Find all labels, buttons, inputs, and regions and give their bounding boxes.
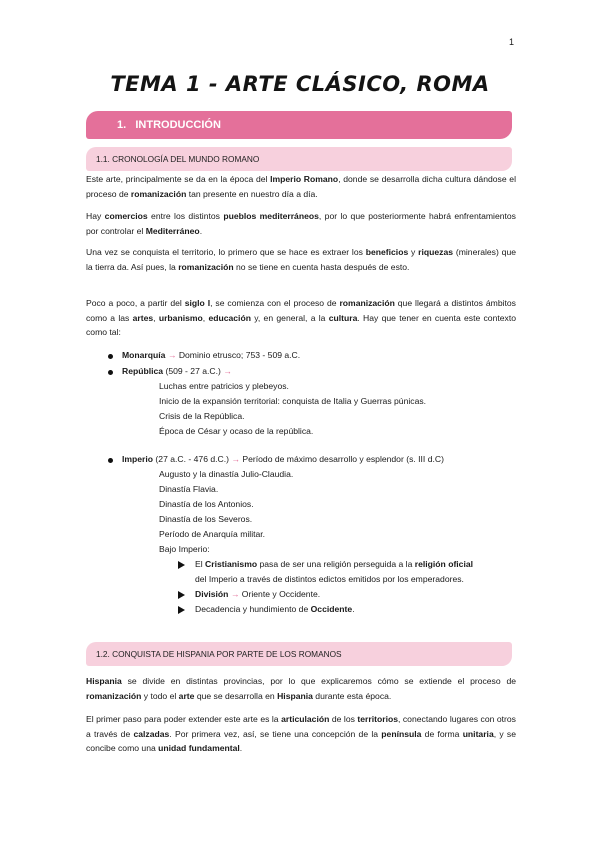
paragraph-6: El primer paso para poder extender este arte es la articulación de los territorios, conectando lugares con otros a través de calzadas. Por primera vez, así, se tiene una concepción de la península de forma unitaria, y se concibe como una unidad fundamental. xyxy=(86,714,516,754)
subsection-heading-cronologia xyxy=(86,147,512,171)
imperio-item: Dinastía Flavia. xyxy=(159,484,219,494)
list-item-monarquia: Monarquía → Dominio etrusco; 753 - 509 a.C. xyxy=(122,350,301,360)
republica-item: Época de César y ocaso de la república. xyxy=(159,426,314,436)
subsection-number: 1.1. xyxy=(96,154,110,164)
arrow-icon: → xyxy=(223,366,232,376)
paragraph-1: Este arte, principalmente se da en la época del Imperio Romano, donde se desarrolla dicha cultura dándose el proceso de romanización tan presente en nuestro día a día. xyxy=(86,174,516,199)
subsection-heading-hispania xyxy=(86,642,512,666)
republica-item: Inicio de la expansión territorial: conquista de Italia y Guerras púnicas. xyxy=(159,396,427,406)
bullet-icon xyxy=(108,370,113,375)
paragraph-3: Una vez se conquista el territorio, lo primero que se hace es extraer los beneficios y riquezas (minerales) que la tierra da. Así pues, la romanización no se tiene en cuenta hasta después de esto. xyxy=(86,247,516,272)
page-title: TEMA 1 - ARTE CLÁSICO, ROMA xyxy=(110,72,490,96)
arrowhead-bullet-icon xyxy=(178,606,185,614)
arrow-icon: → xyxy=(230,589,240,599)
imperio-item: Dinastía de los Antonios. xyxy=(159,499,254,509)
imperio-item: Período de Anarquía militar. xyxy=(159,529,266,539)
subsection-label: CONQUISTA DE HISPANIA POR PARTE DE LOS ROMANOS xyxy=(112,649,342,659)
list-item-republica: República (509 - 27 a.C.) → xyxy=(122,366,232,376)
page-number: 1 xyxy=(508,37,514,47)
list-item-imperio: Imperio (27 a.C. - 476 d.C.) → Período de máximo desarrollo y esplendor (s. III d.C) xyxy=(122,454,444,464)
arrow-icon: → xyxy=(167,350,177,360)
arrowhead-bullet-icon xyxy=(178,591,185,599)
paragraph-4: Poco a poco, a partir del siglo I, se comienza con el proceso de romanización que llegará a distintos ámbitos como a las artes, urbanismo, educación y, en general, a la cultura. Hay que tener en cuenta este contexto como tal: xyxy=(86,298,516,338)
imperio-item: Dinastía de los Severos. xyxy=(159,514,253,524)
bajo-imperio-item: División → Oriente y Occidente. xyxy=(195,589,321,599)
section-number: 1. xyxy=(117,119,127,131)
bajo-imperio-item-cont: del Imperio a través de distintos edictos emitidos por los emperadores. xyxy=(195,574,464,584)
arrow-icon: → xyxy=(231,454,240,464)
bullet-icon xyxy=(108,354,113,359)
imperio-item: Augusto y la dinastía Julio-Claudia. xyxy=(159,469,294,479)
subsection-number: 1.2. xyxy=(96,649,110,659)
republica-item: Crisis de la República. xyxy=(159,411,245,421)
bajo-imperio-item: El Cristianismo pasa de ser una religión perseguida a la religión oficial xyxy=(195,559,474,569)
bullet-icon xyxy=(108,458,113,463)
bajo-imperio-item: Decadencia y hundimiento de Occidente. xyxy=(195,604,355,614)
section-label: INTRODUCCIÓN xyxy=(135,119,221,131)
republica-item: Luchas entre patricios y plebeyos. xyxy=(159,381,289,391)
paragraph-2: Hay comercios entre los distintos pueblos mediterráneos, por lo que posteriormente habrá enfrentamientos por controlar el Mediterráneo. xyxy=(86,211,516,236)
arrowhead-bullet-icon xyxy=(178,561,185,569)
imperio-item: Bajo Imperio: xyxy=(159,544,210,554)
section-heading-introduccion xyxy=(86,111,512,139)
paragraph-5: Hispania se divide en distintas provincias, por lo que explicaremos cómo se extiende el proceso de romanización y todo el arte que se desarrolla en Hispania durante esta época. xyxy=(86,676,516,701)
subsection-label: CRONOLOGÍA DEL MUNDO ROMANO xyxy=(112,154,260,164)
